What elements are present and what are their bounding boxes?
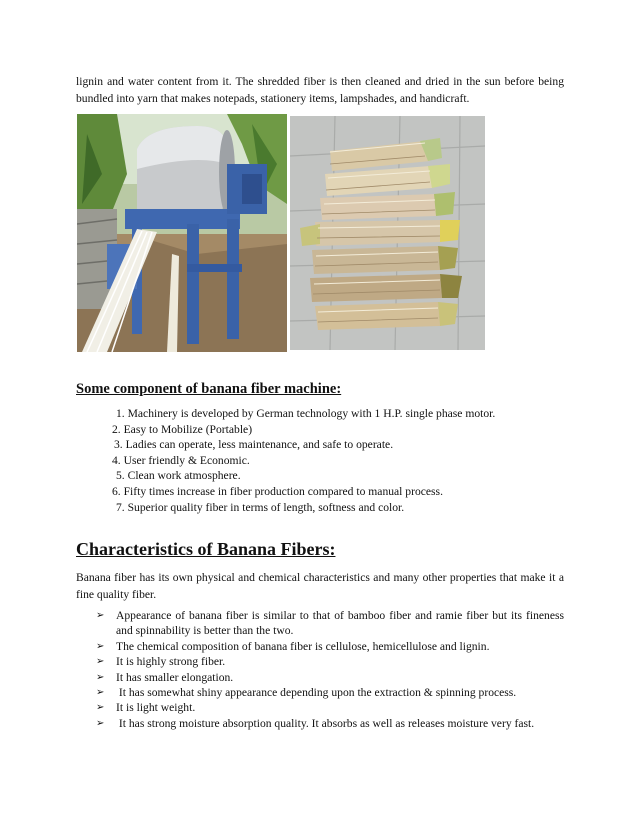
list-item: ➢ It has somewhat shiny appearance depending upon the extraction & spinning process.	[96, 686, 517, 700]
list-item: ➢ It is highly strong fiber.	[96, 655, 226, 669]
machine-components-heading: Some component of banana fiber machine:	[76, 381, 342, 397]
arrowhead-bullet-icon: ➢	[96, 640, 105, 652]
arrowhead-bullet-icon: ➢	[96, 687, 105, 699]
arrowhead-bullet-icon: ➢	[96, 671, 105, 683]
fiber-bundles-photo	[290, 116, 485, 350]
list-item: ➢ The chemical composition of banana fiber is cellulose, hemicellulose and lignin.	[96, 639, 490, 653]
list-item: 3. Ladies can operate, less maintenance, and safe to operate.	[114, 438, 394, 452]
list-item: ➢ It is light weight.	[96, 701, 196, 715]
list-item: ➢ It has strong moisture absorption quality. It absorbs as well as releases moisture very fast.	[96, 716, 535, 730]
list-item: 7. Superior quality fiber in terms of length, softness and color.	[116, 500, 405, 514]
list-item: 6. Fifty times increase in fiber production compared to manual process.	[112, 484, 443, 498]
arrowhead-bullet-icon: ➢	[96, 656, 105, 668]
intro-paragraph: lignin and water content from it. The shredded fiber is then cleaned and dried in the sun before being bundled into yarn that makes notepads, stationery items, lampshades, and handicraft.	[76, 75, 564, 105]
list-item: ➢ Appearance of banana fiber is similar to that of bamboo fiber and ramie fiber but its fineness and spinnability is better than the two.	[96, 609, 564, 638]
arrowhead-bullet-icon: ➢	[96, 717, 105, 729]
arrowhead-bullet-icon: ➢	[96, 702, 105, 714]
characteristics-heading: Characteristics of Banana Fibers:	[76, 539, 336, 559]
list-item: 2. Easy to Mobilize (Portable)	[112, 422, 253, 436]
list-item: 5. Clean work atmosphere.	[116, 469, 241, 483]
fiber-machine-photo	[77, 114, 287, 352]
machine-components-list	[112, 406, 495, 515]
list-item: 4. User friendly & Economic.	[112, 453, 250, 467]
list-item: 1. Machinery is developed by German technology with 1 H.P. single phase motor.	[116, 407, 496, 420]
arrowhead-bullet-icon: ➢	[96, 610, 105, 621]
characteristics-intro: Banana fiber has its own physical and chemical characteristics and many other properties that make it a fine quality fiber.	[76, 571, 564, 601]
photo-figure	[77, 114, 485, 352]
list-item: ➢ It has smaller elongation.	[96, 670, 234, 684]
characteristics-list	[96, 608, 564, 731]
